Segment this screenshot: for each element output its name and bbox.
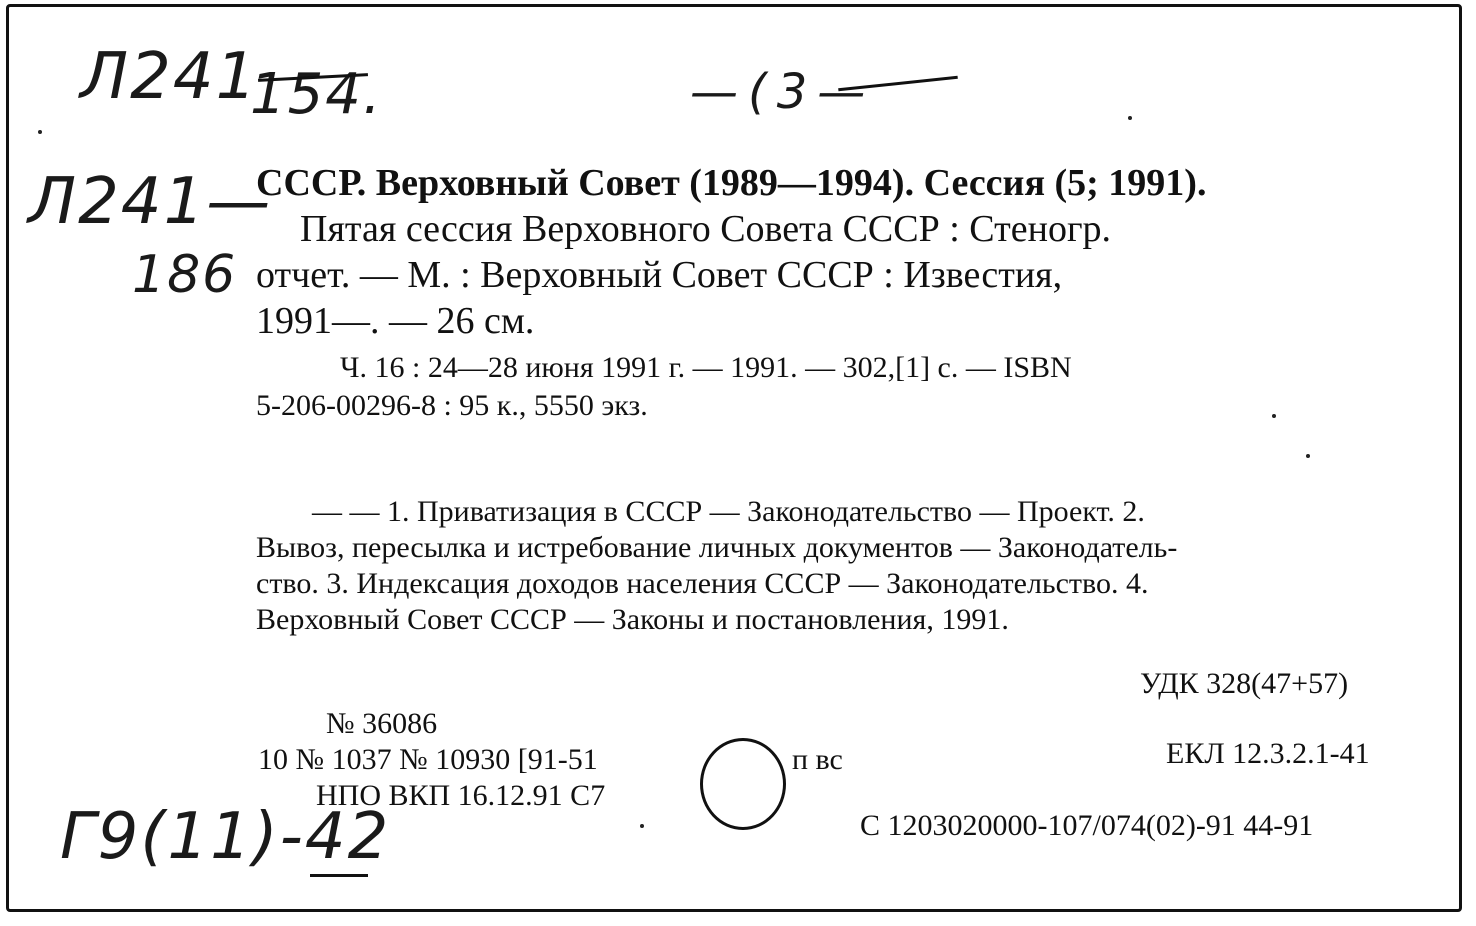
subjects-line-3: ство. 3. Индексация доходов населения СССР — Законодательство. 4.: [256, 567, 1149, 600]
handwritten-shelfmark-top: Л241: [80, 40, 259, 114]
speck: [1272, 414, 1276, 418]
handwritten-bottom-left-mark: Г9(11)-42: [60, 800, 391, 874]
subjects-line-4: Верховный Совет СССР — Законы и постановления, 1991.: [256, 603, 1009, 636]
heading-line-4: 1991—. — 26 см.: [256, 300, 535, 342]
print-line-3: НПО ВКП 16.12.91 С7: [316, 779, 606, 812]
speck: [1128, 116, 1132, 120]
volume-line-2: 5-206-00296-8 : 95 к., 5550 экз.: [256, 389, 648, 422]
classification-code: С 1203020000-107/074(02)-91 44-91: [860, 809, 1314, 842]
handwritten-call-number-line2: 186: [132, 245, 238, 305]
speck: [640, 824, 644, 828]
volume-line-1: Ч. 16 : 24—28 июня 1991 г. — 1991. — 302,[1] с. — ISBN: [340, 351, 1072, 384]
handwritten-top-center-mark: —(3—: [690, 64, 876, 120]
speck: [1306, 454, 1310, 458]
handwritten-call-number-line1: Л241—: [28, 165, 273, 239]
subjects-line-1: — — 1. Приватизация в СССР — Законодательство — Проект. 2.: [312, 495, 1145, 528]
heading-line-2: Пятая сессия Верховного Совета СССР : Стеногр.: [300, 208, 1112, 250]
handwritten-shelfmark-top-suffix: 154.: [250, 62, 383, 127]
ekl-code: ЕКЛ 12.3.2.1-41: [1166, 737, 1370, 770]
udk-code: УДК 328(47+57): [1140, 667, 1349, 700]
print-line-2-right: п вс: [792, 743, 843, 776]
circle-stamp: [700, 738, 786, 830]
heading-line-3: отчет. — М. : Верховный Совет СССР : Известия,: [256, 254, 1063, 296]
print-line-2-left: 10 № 1037 № 10930 [91-51: [258, 743, 598, 776]
heading-line-1: СССР. Верховный Совет (1989—1994). Сессия (5; 1991).: [256, 162, 1207, 204]
subjects-line-2: Вывоз, пересылка и истребование личных документов — Законодатель-: [256, 531, 1178, 564]
speck: [38, 130, 42, 134]
print-number: № 36086: [326, 707, 438, 740]
handwritten-underline: [310, 874, 368, 877]
